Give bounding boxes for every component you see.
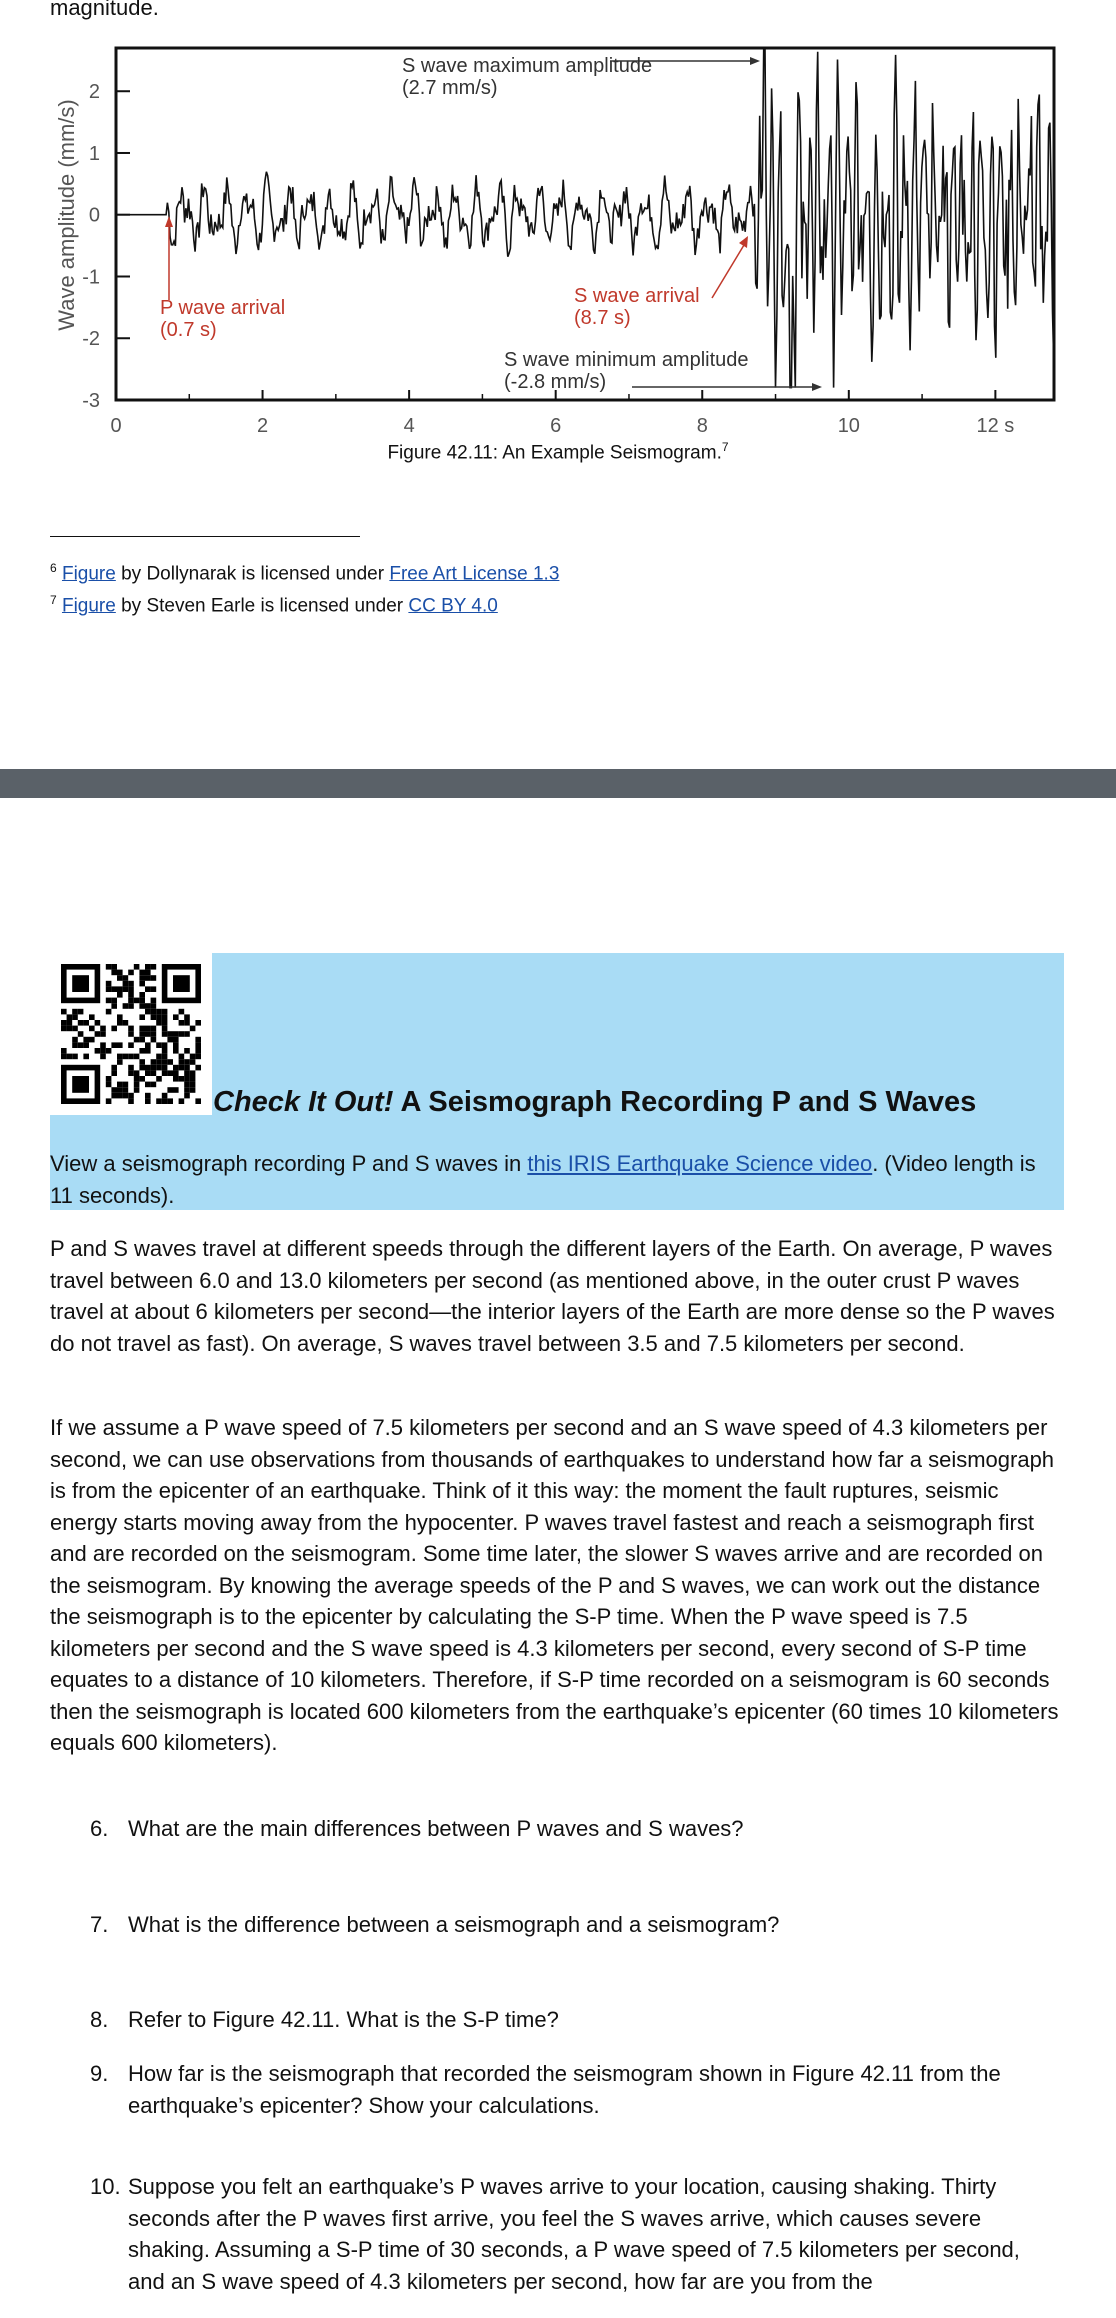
footnote-license-link[interactable]: CC BY 4.0 — [408, 595, 498, 617]
p-arrival-annotation-line1: P wave arrival — [160, 297, 286, 319]
callout-body-text-end: . (Video length is 11 seconds). — [50, 1151, 1036, 1208]
s-min-annotation-line1: S wave minimum amplitude — [504, 349, 749, 371]
x-tick-label: 12 s — [976, 415, 1015, 437]
s-max-annotation-line2: (2.7 mm/s) — [402, 77, 498, 99]
figure-caption-ref: 7 — [721, 440, 729, 454]
x-tick-label: 2 — [257, 415, 269, 437]
question-text: What are the main differences between P waves and S waves? — [128, 1816, 744, 1841]
y-tick-label: -3 — [82, 390, 100, 412]
callout-body-text: View a seismograph recording P and S waves in — [50, 1151, 528, 1176]
y-axis-label: Wave amplitude (mm/s) — [54, 99, 79, 331]
question-10 — [90, 2171, 1050, 2297]
x-tick-label: 6 — [550, 415, 562, 437]
question-text: Suppose you felt an earthquake’s P waves arrive to your location, causing shaking. Thirty seconds after the P waves first arrive, you feel the S waves arrive, which causes severe shaking. Assuming a S-P time of 30 seconds, a P wave speed of 7.5 kilometers per second, and an S wave speed of 4.3 kilometers per second, how far are you from the — [128, 2174, 1020, 2294]
footnote-text: by Steven Earle is licensed under — [115, 595, 409, 617]
question-number: 10. — [90, 2174, 121, 2199]
x-tick-label: 0 — [110, 415, 122, 437]
qr-code-icon[interactable] — [50, 953, 212, 1115]
x-tick-label: 8 — [696, 415, 708, 437]
footnote-number: 6 — [50, 561, 57, 575]
footnote-figure-link[interactable]: Figure — [61, 595, 116, 617]
question-9 — [90, 2058, 1050, 2121]
question-number: 8. — [90, 2007, 109, 2032]
paragraph-sp-time: If we assume a P wave speed of 7.5 kilometers per second and an S wave speed of 4.3 kilometers per second, we can use observations from thousands of earthquakes to understand how far a seismograph is from the epicenter of an earthquake. Think of it this way: the moment the fault ruptures, seismic energy starts moving away from the hypocenter. P waves travel fastest and reach a seismograph first and are recorded on the seismogram. Some time later, the slower S waves arrive and are recorded on the seismogram. By knowing the average speeds of the P and S waves, we can work out the distance the seismograph is to the epicenter by calculating the S-P time. When the P wave speed is 7.5 kilometers per second and the S wave speed is 4.3 kilometers per second, every second of S-P time equates to a distance of 10 kilometers. Therefore, if S-P time recorded on a seismogram is 60 seconds then the seismograph is located 600 kilometers from the earthquake’s epicenter (60 times 10 kilometers equals 600 kilometers). — [50, 1415, 1059, 1755]
page-break-bar — [0, 769, 1116, 798]
y-tick-label: -2 — [82, 328, 100, 351]
iris-video-link[interactable]: this IRIS Earthquake Science video — [527, 1151, 873, 1176]
y-tick-label: 0 — [88, 204, 100, 227]
question-number: 9. — [90, 2061, 109, 2086]
callout-title — [213, 1086, 976, 1119]
footnote-figure-link[interactable]: Figure — [61, 563, 116, 585]
question-number: 7. — [90, 1912, 109, 1937]
footnote-number: 7 — [50, 593, 57, 607]
callout-title-rest: A Seismograph Recording P and S Waves — [393, 1086, 977, 1118]
question-number: 6. — [90, 1816, 109, 1841]
question-6 — [90, 1813, 1050, 1845]
callout-body — [50, 1148, 1060, 1211]
seismogram-figure — [50, 30, 1080, 470]
y-tick-label: 1 — [88, 142, 100, 165]
top-text-fragment: magnitude. — [50, 0, 159, 20]
question-text: Refer to Figure 42.11. What is the S-P time? — [128, 2007, 559, 2032]
p-arrival-annotation-line2: (0.7 s) — [160, 319, 217, 341]
question-8 — [90, 2004, 1050, 2036]
question-text: How far is the seismograph that recorded the seismogram shown in Figure 42.11 from the earthquake’s epicenter? Show your calculations. — [128, 2061, 1001, 2118]
y-tick-label: -1 — [82, 266, 100, 289]
x-tick-label: 10 — [837, 415, 860, 437]
s-max-annotation-line1: S wave maximum amplitude — [402, 55, 653, 77]
footnote-license-link[interactable]: Free Art License 1.3 — [389, 563, 560, 585]
footnote-separator — [50, 536, 360, 537]
paragraph-wave-speeds: P and S waves travel at different speeds through the different layers of the Earth. On average, P waves travel between 6.0 and 13.0 kilometers per second (as mentioned above, in the outer crust P waves travel at about 6 kilometers per second—the interior layers of the Earth are more dense so the P waves do not travel as fast). On average, S waves travel between 3.5 and 7.5 kilometers per second. — [50, 1236, 1055, 1356]
y-tick-label: 2 — [88, 81, 100, 104]
footnote-text: by Dollynarak is licensed under — [115, 563, 390, 585]
question-text: What is the difference between a seismograph and a seismogram? — [128, 1912, 780, 1937]
figure-caption-text: Figure 42.11: An Example Seismogram. — [387, 442, 722, 464]
callout-title-italic: Check It Out! — [213, 1086, 394, 1118]
footnote-6 — [50, 553, 559, 589]
x-tick-label: 4 — [403, 415, 415, 437]
s-arrival-annotation-line1: S wave arrival — [574, 285, 700, 307]
s-min-annotation-line2: (-2.8 mm/s) — [504, 371, 607, 393]
footnote-7 — [50, 585, 498, 621]
s-arrival-annotation-line2: (8.7 s) — [574, 307, 631, 329]
question-7 — [90, 1909, 1050, 1941]
plot-frame — [116, 48, 1054, 400]
figure-caption — [0, 440, 1116, 464]
